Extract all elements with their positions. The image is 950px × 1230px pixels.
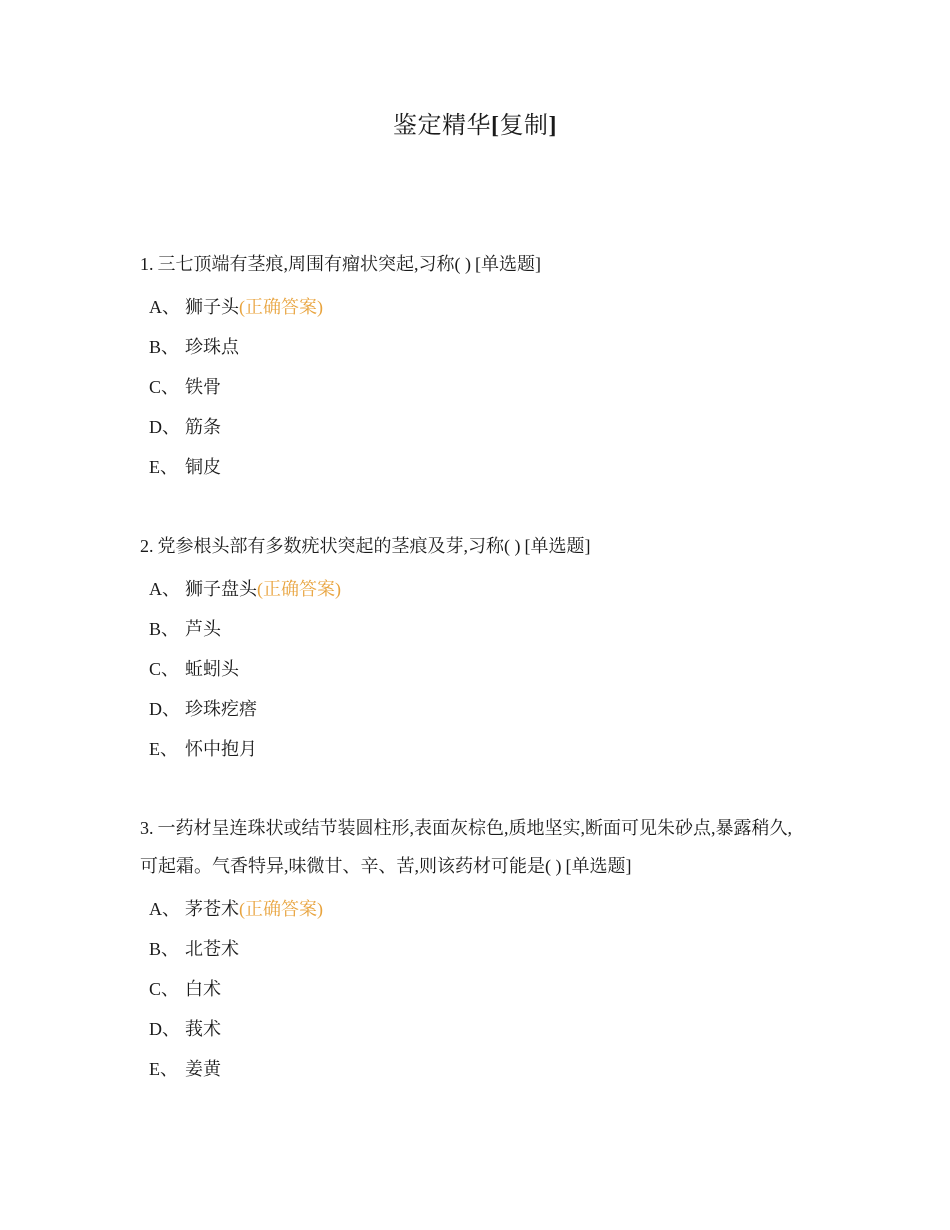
page-title-main: 鉴定精华 <box>393 113 491 139</box>
option-list <box>140 287 800 487</box>
option-list <box>140 569 800 769</box>
question-text <box>140 245 800 283</box>
option-letter: A、 <box>149 899 180 919</box>
option-text: 北苍术 <box>185 939 239 959</box>
option-c[interactable] <box>140 649 800 689</box>
option-c[interactable] <box>140 969 800 1009</box>
correct-answer-tag: (正确答案) <box>239 297 323 317</box>
option-text: 姜黄 <box>185 1059 221 1079</box>
option-letter: E、 <box>149 457 178 477</box>
option-e[interactable] <box>140 1049 800 1089</box>
question-type: [单选题] <box>565 856 632 876</box>
option-e[interactable] <box>140 447 800 487</box>
option-letter: E、 <box>149 739 178 759</box>
option-text: 蚯蚓头 <box>185 659 239 679</box>
option-e[interactable] <box>140 729 800 769</box>
option-letter: B、 <box>149 619 180 639</box>
option-text: 狮子盘头 <box>185 579 257 599</box>
correct-answer-tag: (正确答案) <box>239 899 323 919</box>
question-2 <box>140 527 800 769</box>
question-number: 2. <box>140 536 154 556</box>
option-a[interactable] <box>140 569 800 609</box>
option-letter: D、 <box>149 417 180 437</box>
option-letter: D、 <box>149 699 180 719</box>
option-letter: C、 <box>149 659 180 679</box>
option-text: 筋条 <box>185 417 221 437</box>
page-title-bracket-close: ] <box>548 113 557 139</box>
page-title-bracket-word: 复制 <box>499 113 549 139</box>
option-list <box>140 889 800 1089</box>
question-type: [单选题] <box>475 254 541 274</box>
option-d[interactable] <box>140 407 800 447</box>
option-letter: B、 <box>149 939 180 959</box>
question-stem: 一药材呈连珠状或结节装圆柱形,表面灰棕色,质地坚实,断面可见朱砂点,暴露稍久,可起霜。气香特异,味微甘、辛、苦,则该药材可能是( ) <box>140 818 792 876</box>
option-text: 珍珠点 <box>185 337 239 357</box>
option-b[interactable] <box>140 327 800 367</box>
option-text: 茅苍术 <box>185 899 239 919</box>
option-text: 白术 <box>185 979 221 999</box>
question-stem: 党参根头部有多数疣状突起的茎痕及芽,习称( ) <box>157 536 521 556</box>
option-text: 铁骨 <box>185 377 221 397</box>
option-text: 狮子头 <box>185 297 239 317</box>
option-letter: D、 <box>149 1019 180 1039</box>
option-letter: B、 <box>149 337 180 357</box>
question-number: 1. <box>140 254 154 274</box>
question-type: [单选题] <box>524 536 591 556</box>
question-text <box>140 527 800 565</box>
question-stem: 三七顶端有茎痕,周围有瘤状突起,习称( ) <box>157 254 471 274</box>
option-c[interactable] <box>140 367 800 407</box>
option-text: 怀中抱月 <box>185 739 257 759</box>
page-title <box>0 108 950 144</box>
option-text: 芦头 <box>185 619 221 639</box>
page-title-bracket-open: [ <box>491 113 500 139</box>
question-1 <box>140 245 800 487</box>
option-text: 铜皮 <box>185 457 221 477</box>
option-letter: A、 <box>149 297 180 317</box>
option-d[interactable] <box>140 689 800 729</box>
correct-answer-tag: (正确答案) <box>257 579 341 599</box>
option-a[interactable] <box>140 287 800 327</box>
option-b[interactable] <box>140 929 800 969</box>
option-letter: C、 <box>149 979 180 999</box>
option-a[interactable] <box>140 889 800 929</box>
question-3 <box>140 809 800 1089</box>
option-d[interactable] <box>140 1009 800 1049</box>
option-text: 莪术 <box>185 1019 221 1039</box>
question-text <box>140 809 800 885</box>
option-letter: A、 <box>149 579 180 599</box>
question-number: 3. <box>140 818 154 838</box>
option-letter: E、 <box>149 1059 178 1079</box>
option-text: 珍珠疙瘩 <box>185 699 257 719</box>
option-b[interactable] <box>140 609 800 649</box>
option-letter: C、 <box>149 377 180 397</box>
